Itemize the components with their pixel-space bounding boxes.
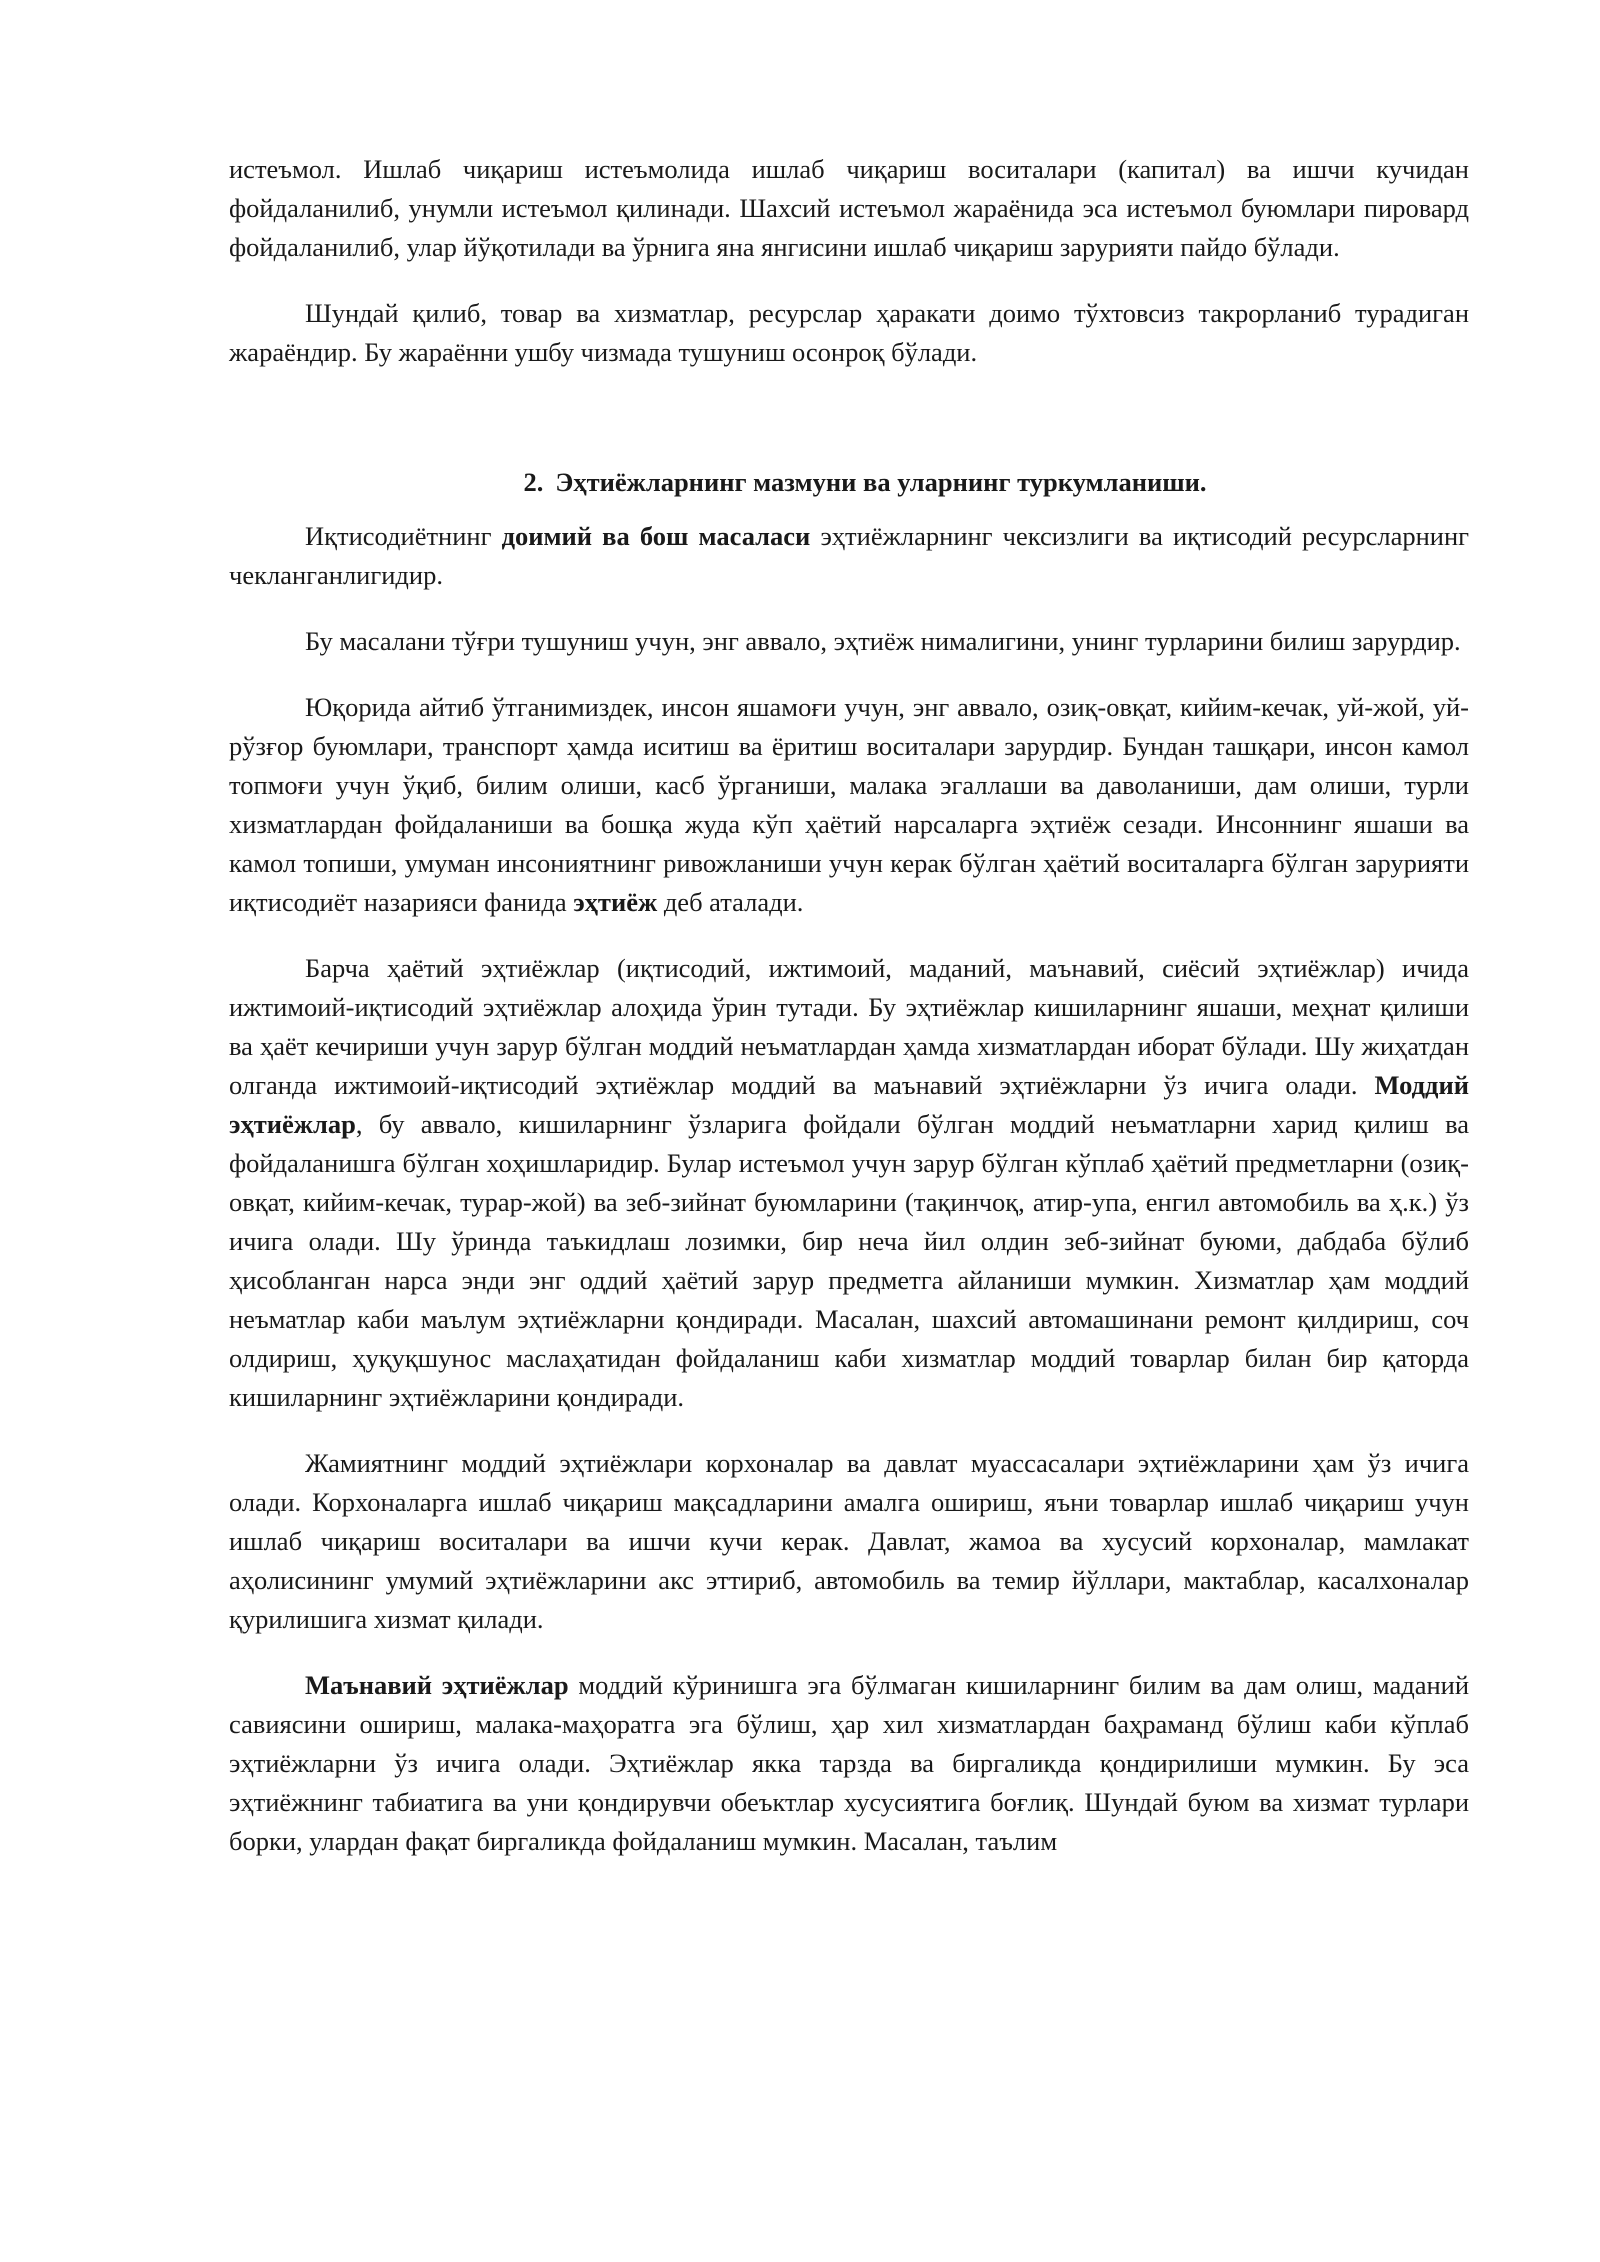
section-number: 2.: [523, 467, 544, 497]
document-body: [229, 150, 1469, 1861]
paragraph-text: Шундай қилиб, товар ва хизматлар, ресурслар ҳаракати доимо тўхтовсиз такрорланиб турадиган жараёндир. Бу жараённи ушбу чизмада тушуниш осонроқ бўлади.: [229, 298, 1469, 367]
section-title: Эҳтиёжларнинг мазмуни ва уларнинг туркумланиши.: [555, 467, 1207, 497]
paragraph-material-needs: [229, 949, 1469, 1417]
paragraph-consumption: [229, 150, 1469, 267]
bold-term: эҳтиёж: [573, 887, 658, 917]
paragraph-text: Бу масалани тўғри тушуниш учун, энг аввало, эҳтиёж нималигини, унинг турларини билиш зарурдир.: [305, 626, 1461, 656]
paragraph-text: Юқорида айтиб ўтганимиздек, инсон яшамоғи учун, энг аввало, озиқ-овқат, кийим-кечак, уй-жой, уй-рўзғор буюмлари, транспорт ҳамда иситиш ва ёритиш воситалари зарурдир. Бундан ташқари, инсон камол топмоғи учун ўқиб, билим олиши, касб ўрганиши, малака эгаллаши ва даволаниши, дам олиши, турли хизматлардан фойдаланиши ва бошқа жуда кўп ҳаётий нарсаларга эҳтиёж сезади. Инсоннинг яшаши ва камол топиши, умуман инсониятнинг ривожланиши учун керак бўлган ҳаётий воситаларга бўлган зарурияти иқтисодиёт назарияси фанида: [229, 692, 1469, 917]
paragraph-text: деб аталади.: [657, 887, 804, 917]
bold-term: Маънавий эҳтиёжлар: [305, 1670, 569, 1700]
bold-term: доимий ва бош масаласи: [501, 521, 811, 551]
paragraph-text: эҳтиёжларнинг чексизлиги ва иқтисодий ресурсларнинг чекланганлигидир.: [229, 521, 1469, 590]
paragraph-cycle: [229, 294, 1469, 372]
paragraph-text: Барча ҳаётий эҳтиёжлар (иқтисодий, ижтимоий, маданий, маънавий, сиёсий эҳтиёжлар) ичида ижтимоий-иқтисодий эҳтиёжлар алоҳида ўрин тутади. Бу эҳтиёжлар кишиларнинг яшаши, меҳнат қилиши ва ҳаёт кечириши учун зарур бўлган моддий неъматлардан ҳамда хизматлардан иборат бўлади. Шу жиҳатдан олганда ижтимоий-иқтисодий эҳтиёжлар моддий ва маънавий эҳтиёжларни ўз ичига олади.: [229, 953, 1469, 1100]
paragraph-needs-definition: [229, 688, 1469, 922]
paragraph-text: Жамиятнинг моддий эҳтиёжлари корхоналар ва давлат муассасалари эҳтиёжларини ҳам ўз ичига олади. Корхоналарга ишлаб чиқариш мақсадларини амалга ошириш, яъни товарлар ишлаб чиқариш учун ишлаб чиқариш воситалари ва ишчи кучи керак. Давлат, жамоа ва хусусий корхоналар, мамлакат аҳолисининг умумий эҳтиёжларини акс эттириб, автомобиль ва темир йўллари, мактаблар, касалхоналар қурилишига хизмат қилади.: [229, 1448, 1469, 1634]
bold-term: Моддий эҳтиёжлар: [229, 1070, 1469, 1139]
paragraph-spiritual-needs: [229, 1666, 1469, 1861]
paragraph-understanding: [229, 622, 1469, 661]
paragraph-text: истеъмол. Ишлаб чиқариш истеъмолида ишлаб чиқариш воситалари (капитал) ва ишчи кучидан фойдаланилиб, унумли истеъмол қилинади. Шахсий истеъмол жараёнида эса истеъмол буюмлари пировард фойдаланилиб, улар йўқотилади ва ўрнига яна янгисини ишлаб чиқариш зарурияти пайдо бўлади.: [229, 154, 1469, 262]
paragraph-text: , бу аввало, кишиларнинг ўзларига фойдали бўлган моддий неъматларни харид қилиш ва фойдаланишга бўлган хоҳишларидир. Булар истеъмол учун зарур бўлган кўплаб ҳаётий предметларни (озиқ-овқат, кийим-кечак, турар-жой) ва зеб-зийнат буюмларини (тақинчоқ, атир-упа, енгил автомобиль ва ҳ.к.) ўз ичига олади. Шу ўринда таъкидлаш лозимки, бир неча йил олдин зеб-зийнат буюми, дабдаба бўлиб ҳисобланган нарса энди энг оддий ҳаётий зарур предметга айланиши мумкин. Хизматлар ҳам моддий неъматлар каби маълум эҳтиёжларни қондиради. Масалан, шахсий автомашинани ремонт қилдириш, соч олдириш, ҳуқуқшунос маслаҳатидан фойдаланиш каби хизматлар моддий товарлар билан бир қаторда кишиларнинг эҳтиёжларини қондиради.: [229, 1109, 1469, 1412]
section-heading: [229, 463, 1469, 502]
paragraph-text: моддий кўринишга эга бўлмаган кишиларнинг билим ва дам олиш, маданий савиясини ошириш, малака-маҳоратга эга бўлиш, ҳар хил хизматлардан баҳраманд бўлиш каби кўплаб эҳтиёжларни ўз ичига олади. Эҳтиёжлар якка тарзда ва биргаликда қондирилиши мумкин. Бу эса эҳтиёжнинг табиатига ва уни қондирувчи обеъктлар хусусиятига боғлиқ. Шундай буюм ва хизмат турлари борки, улардан фақат биргаликда фойдаланиш мумкин. Масалан, таълим: [229, 1670, 1470, 1856]
paragraph-text: Иқтисодиётнинг: [305, 521, 502, 551]
paragraph-main-problem: [229, 517, 1469, 595]
paragraph-society-needs: [229, 1444, 1469, 1639]
